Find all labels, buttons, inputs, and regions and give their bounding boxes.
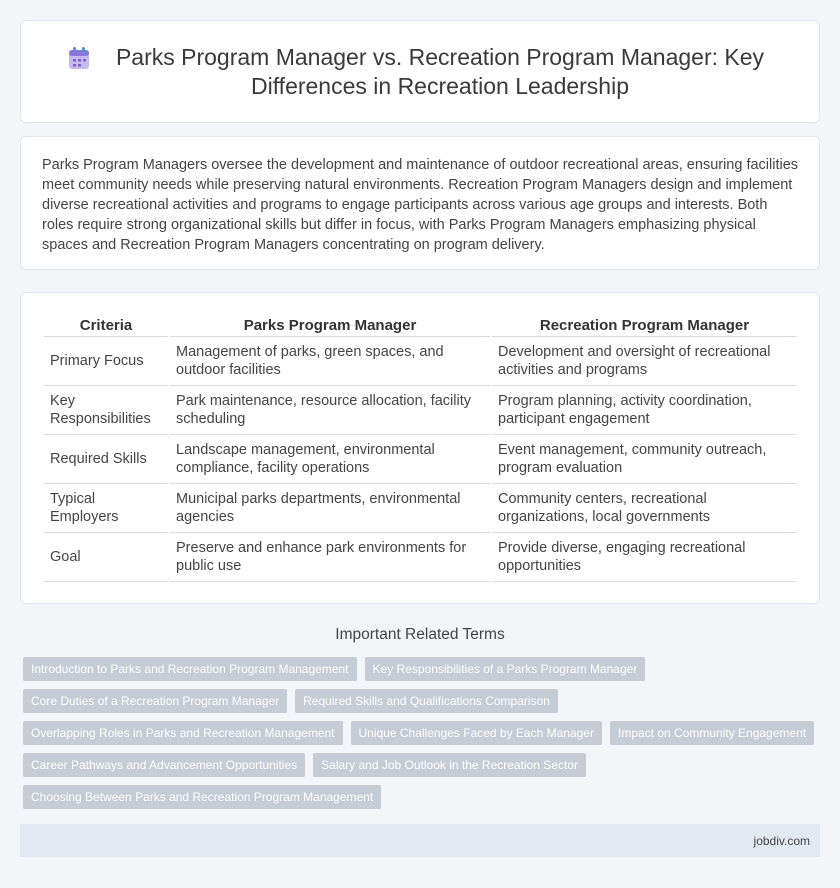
parks-cell: Park maintenance, resource allocation, facility scheduling	[170, 386, 490, 435]
header-card	[20, 20, 820, 123]
criteria-cell: Required Skills	[44, 435, 168, 484]
table-row	[44, 386, 797, 435]
parks-cell: Municipal parks departments, environmental agencies	[170, 484, 490, 533]
recreation-cell: Provide diverse, engaging recreational opportunities	[492, 533, 797, 582]
recreation-cell: Event management, community outreach, program evaluation	[492, 435, 797, 484]
parks-cell: Preserve and enhance park environments for public use	[170, 533, 490, 582]
related-term-tag[interactable]: Impact on Community Engagement	[610, 721, 814, 745]
footer-site-link[interactable]: jobdiv.com	[753, 834, 810, 848]
intro-paragraph: Parks Program Managers oversee the development and maintenance of outdoor recreational areas, ensuring facilities meet community needs while preserving natural environments. Recreation Program Managers design and implement diverse recreational activities and programs to engage participants across various age groups and interests. Both roles require strong organizational skills but differ in focus, with Parks Program Managers emphasizing physical spaces and Recreation Program Managers concentrating on program delivery.	[42, 157, 799, 253]
related-term-tag[interactable]: Choosing Between Parks and Recreation Program Management	[23, 785, 381, 809]
comparison-table	[42, 315, 799, 582]
parks-cell: Management of parks, green spaces, and outdoor facilities	[170, 337, 490, 386]
table-row	[44, 435, 797, 484]
table-row	[44, 484, 797, 533]
table-row	[44, 337, 797, 386]
table-row	[44, 533, 797, 582]
related-term-tag[interactable]: Career Pathways and Advancement Opportunities	[23, 753, 305, 777]
parks-cell: Landscape management, environmental compliance, facility operations	[170, 435, 490, 484]
criteria-cell: Primary Focus	[44, 337, 168, 386]
related-terms-list	[23, 657, 823, 809]
column-header-parks: Parks Program Manager	[170, 315, 490, 337]
recreation-cell: Program planning, activity coordination, participant engagement	[492, 386, 797, 435]
related-term-tag[interactable]: Salary and Job Outlook in the Recreation Sector	[313, 753, 586, 777]
table-header-row	[44, 315, 797, 337]
column-header-recreation: Recreation Program Manager	[492, 315, 797, 337]
criteria-cell: Key Responsibilities	[44, 386, 168, 435]
comparison-card	[20, 292, 820, 604]
page-title: Parks Program Manager vs. Recreation Program Manager: Key Differences in Recreation Leadership	[115, 43, 765, 99]
related-term-tag[interactable]: Core Duties of a Recreation Program Manager	[23, 689, 287, 713]
related-terms-heading: Important Related Terms	[335, 626, 505, 643]
criteria-cell: Goal	[44, 533, 168, 582]
related-term-tag[interactable]: Unique Challenges Faced by Each Manager	[351, 721, 602, 745]
related-term-tag[interactable]: Key Responsibilities of a Parks Program Manager	[365, 657, 646, 681]
related-term-tag[interactable]: Required Skills and Qualifications Comparison	[295, 689, 558, 713]
recreation-cell: Development and oversight of recreational activities and programs	[492, 337, 797, 386]
recreation-cell: Community centers, recreational organizations, local governments	[492, 484, 797, 533]
intro-card	[20, 136, 820, 270]
criteria-cell: Typical Employers	[44, 484, 168, 533]
related-term-tag[interactable]: Overlapping Roles in Parks and Recreation Management	[23, 721, 343, 745]
column-header-criteria: Criteria	[44, 315, 168, 337]
footer	[20, 824, 820, 857]
related-term-tag[interactable]: Introduction to Parks and Recreation Program Management	[23, 657, 357, 681]
